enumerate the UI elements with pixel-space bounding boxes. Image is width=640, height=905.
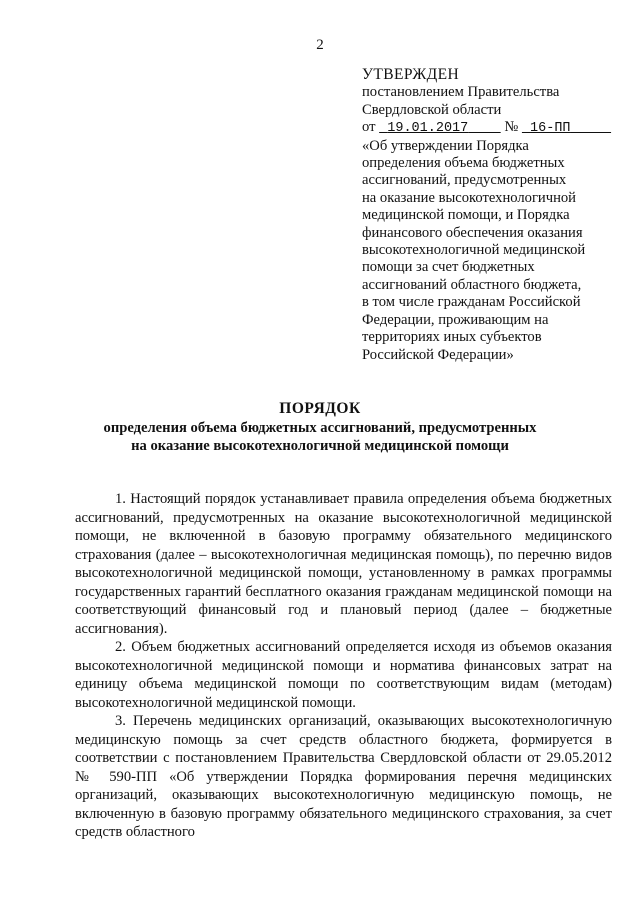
number-prefix: № [504,119,519,136]
resolution-line: в том числе гражданам Российской [362,294,581,311]
subtitle-line: на оказание высокотехнологичной медицинской помощи [131,438,509,454]
approval-heading: УТВЕРЖДЕН [362,66,460,83]
resolution-line: ассигнований, предусмотренных [362,172,567,189]
resolution-line: финансового обеспечения оказания [362,224,583,241]
approval-number: 16-ПП [530,121,571,137]
approval-block [362,66,630,364]
paragraph: 3. Перечень медицинских организаций, оказывающих высокотехнологичную медицинскую помощь за счет средств областного бюджета, формируется в соответствии с постановлением Правительства Свердловской области от 29.05.2012 № 590-ПП «Об утверждении Порядка формирования перечня медицинских организаций, оказывающих высокотехнологичную медицинскую помощь, не включенную в базовую программу обязательного медицинского страхования, за счет средств областного [75,713,612,840]
document-body [75,490,612,842]
approval-line: Свердловской области [362,101,502,118]
subtitle-line: определения объема бюджетных ассигнований, предусмотренных [103,420,537,436]
document-title: ПОРЯДОК [279,400,361,417]
resolution-line: Российской Федерации» [362,346,514,363]
document-subtitle [0,419,640,455]
resolution-line: помощи за счет бюджетных [362,259,535,276]
approval-date: 19.01.2017 [387,121,469,137]
date-prefix: от [362,119,376,136]
resolution-line: медицинской помощи, и Порядка [362,207,570,224]
approval-date-line [362,119,630,137]
paragraph: 2. Объем бюджетных ассигнований определяется исходя из объемов оказания высокотехнологичной медицинской помощи и норматива финансовых затрат на единицу объема медицинской помощи по соответствующим видам (методам) высокотехнологичной медицинской помощи. [75,639,612,711]
resolution-line: высокотехнологичной медицинской [362,242,586,259]
resolution-title [362,138,630,364]
resolution-line: на оказание высокотехнологичной [362,189,576,206]
resolution-line: «Об утверждении Порядка [362,137,529,154]
paragraph: 1. Настоящий порядок устанавливает правила определения объема бюджетных ассигнований, предусмотренных на оказание высокотехнологичной медицинской помощи, не включенной в базовую программу обязательного медицинского страхования (далее – высокотехнологичная медицинская помощь), по перечню видов высокотехнологичной медицинской помощи, установленному в рамках программы государственных гарантий бесплатного оказания гражданам медицинской помощи на соответствующий финансовый год и плановый период (далее – бюджетные ассигнования). [75,491,612,637]
resolution-line: определения объема бюджетных [362,155,565,172]
approval-line: постановлением Правительства [362,84,560,101]
resolution-line: ассигнований областного бюджета, [362,276,582,293]
resolution-line: Федерации, проживающим на [362,311,549,328]
page-number: 2 [316,37,324,53]
resolution-line: территориях иных субъектов [362,329,542,346]
